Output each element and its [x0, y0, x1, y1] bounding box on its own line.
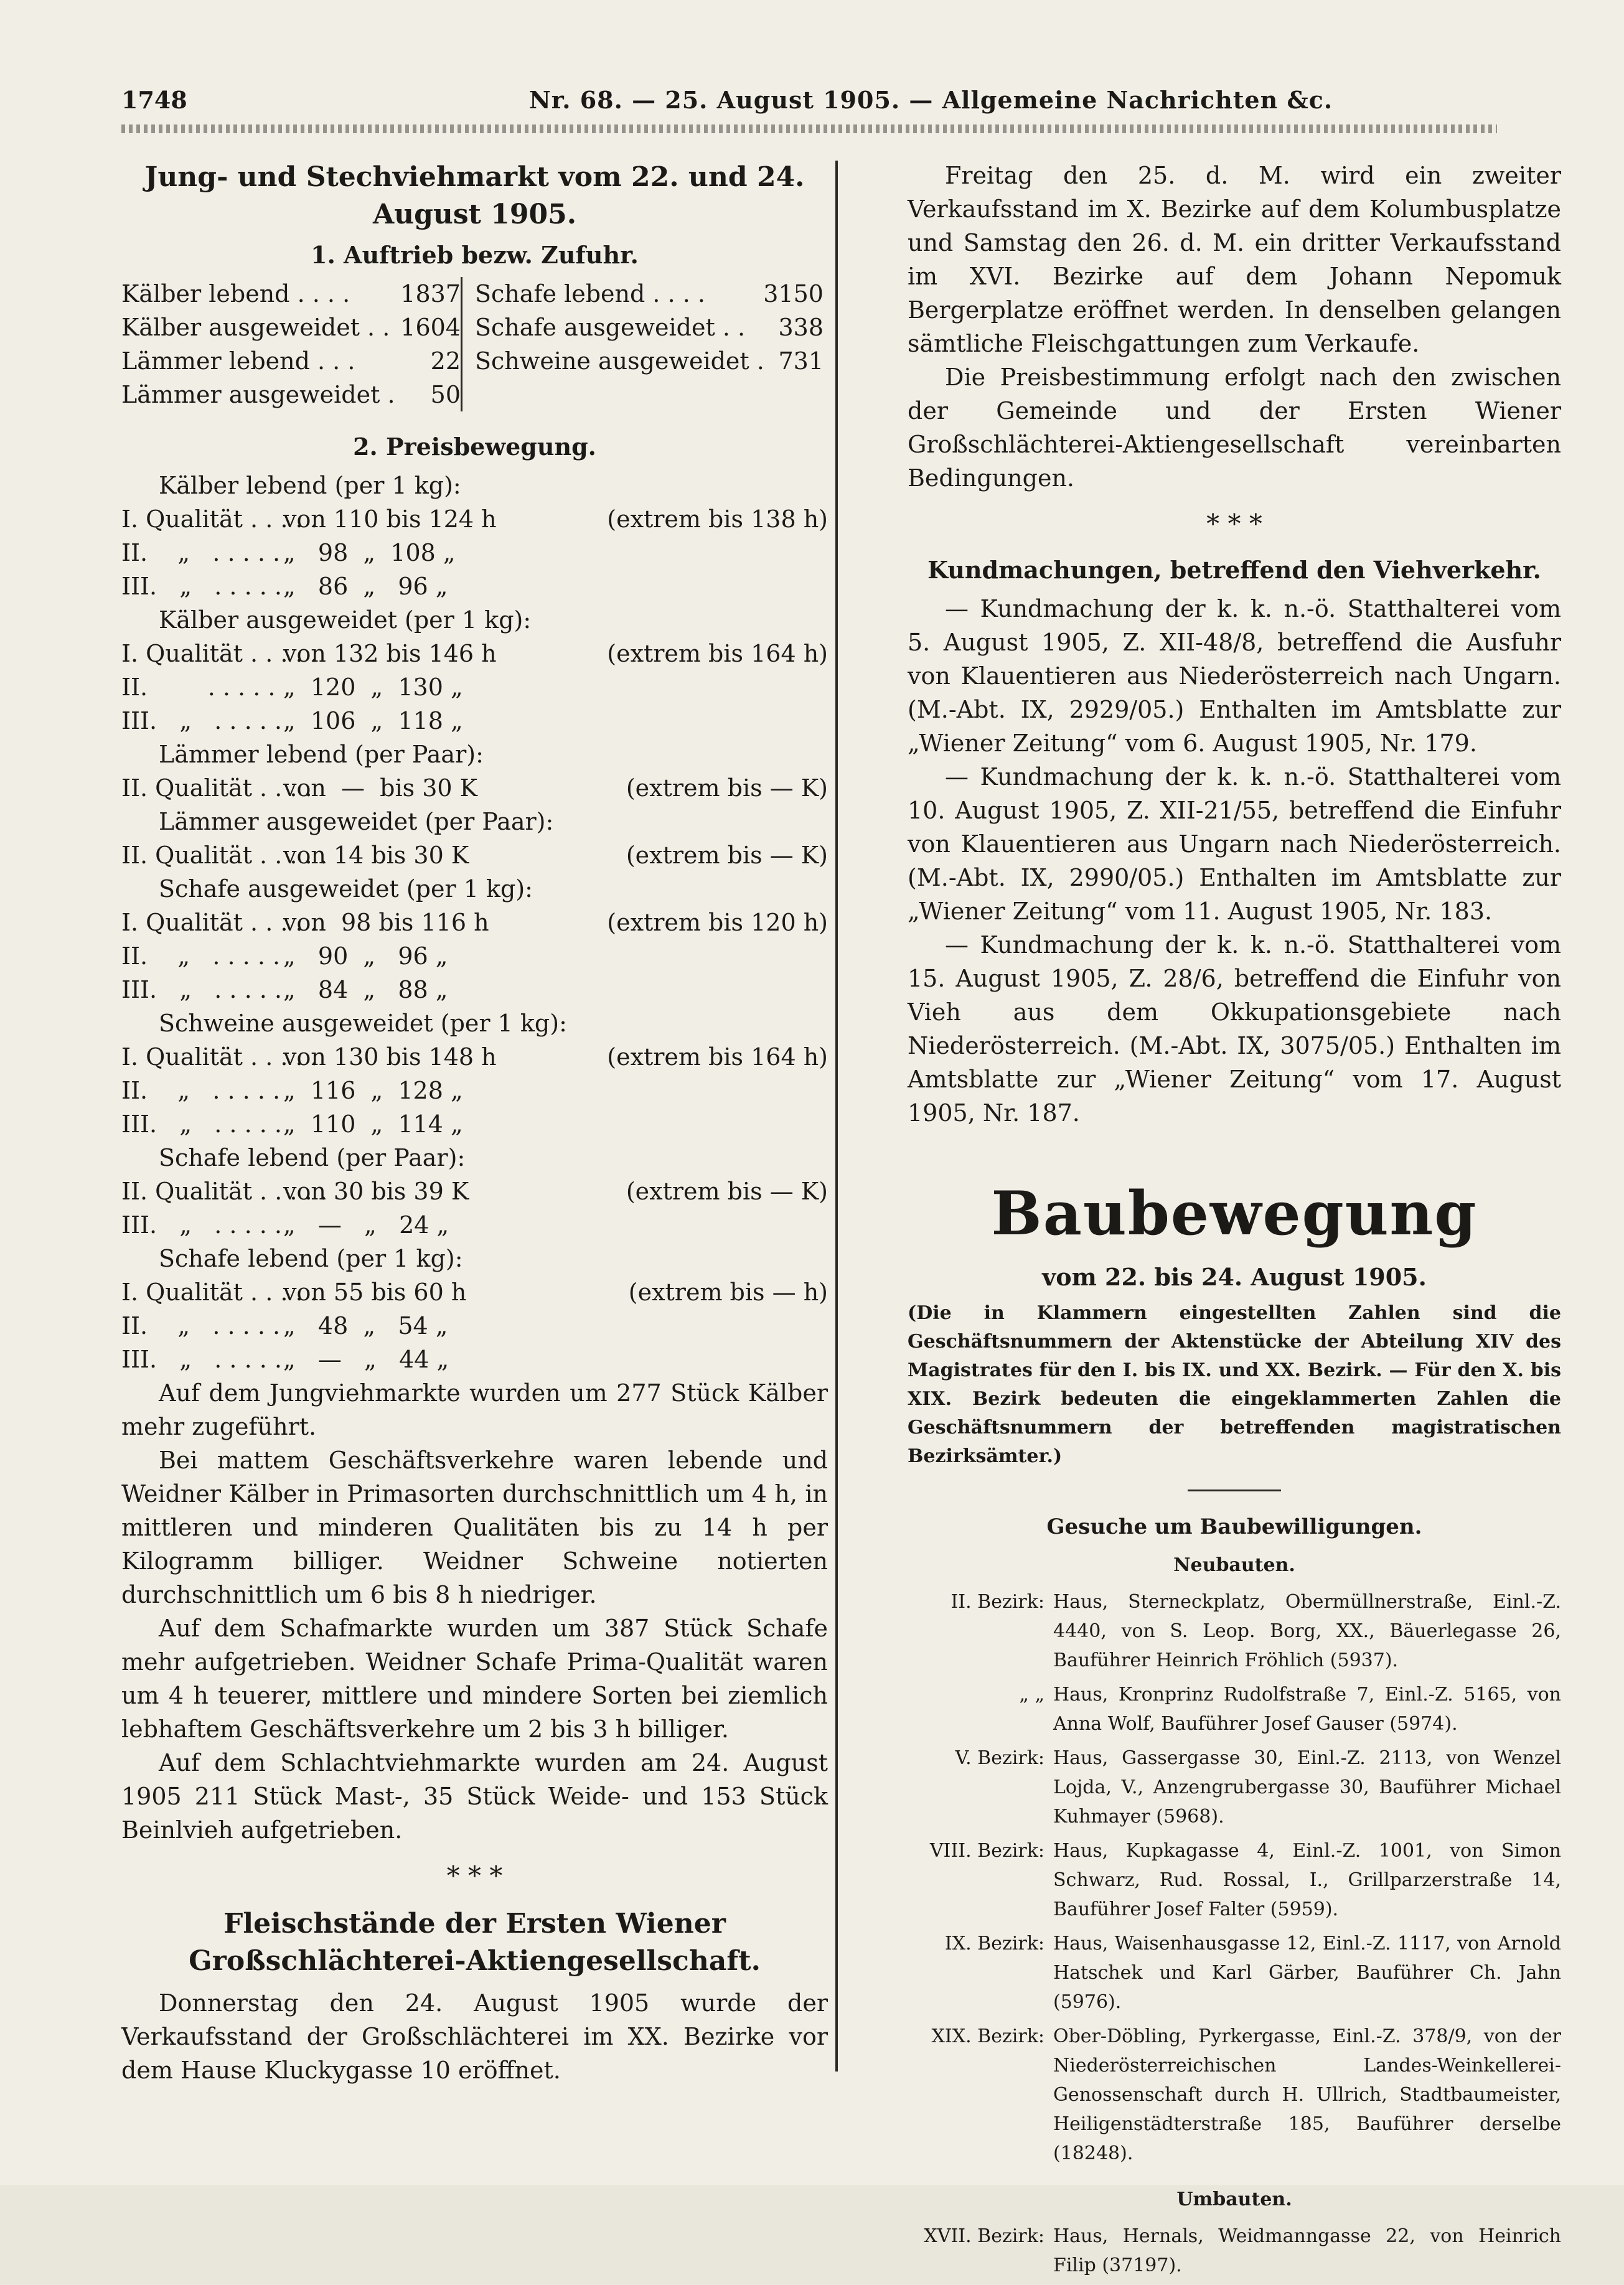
supply-row [475, 277, 824, 311]
price-row [121, 502, 828, 536]
supply-label: Lämmer ausgeweidet . [121, 381, 395, 408]
market-title: Jung- und Stechviehmarkt vom 22. und 24. August 1905. [144, 161, 805, 230]
price-range: „ 98 „ 108 „ [283, 539, 456, 566]
price-range: „ — „ 24 „ [283, 1211, 449, 1239]
price-quality: II. „ . . . . . [121, 539, 281, 566]
price-row [121, 973, 828, 1006]
price-row [121, 1175, 828, 1208]
price-range: von 14 bis 30 K [283, 842, 469, 869]
price-range: von 98 bis 116 h [283, 909, 489, 936]
price-extreme [607, 670, 828, 704]
market-paragraph: Bei mattem Geschäftsverkehre waren lebende und Weidner Kälber in Primasorten durchschnittlich um 4 h, in mittleren und minderen Qualitäten bis zu 14 h per Kilogramm billiger. Weidner Schweine notierten durchschnittlich um 6 bis 8 h niedriger. [121, 1447, 828, 1608]
permit-entry [908, 1587, 1561, 1675]
price-row [121, 536, 828, 570]
price-quality: I. Qualität . . . . . [121, 640, 318, 667]
permit-text: Haus, Hernals, Weidmanngasse 22, von Heinrich Filip (37197). [1053, 2225, 1561, 2276]
supply-row [121, 344, 461, 378]
supply-row [121, 277, 461, 311]
market-paragraph: Auf dem Schafmarkte wurden um 387 Stück Schafe mehr aufgetrieben. Weidner Schafe Prima-Qualität waren um 4 h teuerer, mittlere und mindere Sorten bei ziemlich lebhaftem Geschäftsverkehre um 2 bis 3 h billiger. [121, 1615, 828, 1743]
price-range: „ 120 „ 130 „ [283, 673, 463, 701]
price-extreme: (extrem bis 138 h) [607, 505, 828, 533]
price-row [121, 1107, 828, 1141]
meat-stands-title: Fleischstände der Ersten Wiener Großschlächterei-Aktiengesellschaft. [189, 1908, 761, 1977]
construction-title: Baubewegung [991, 1178, 1478, 1249]
price-range: „ 110 „ 114 „ [283, 1110, 463, 1138]
supply-row [121, 311, 461, 344]
announcements-title: Kundmachungen, betreffend den Viehverkehr. [927, 556, 1541, 584]
supply-value: 1604 [400, 314, 461, 341]
supply-value: 3150 [763, 280, 824, 307]
price-row [121, 1040, 828, 1074]
supply-value: 1837 [400, 280, 461, 307]
price-quality: III. „ . . . . . [121, 573, 282, 600]
new-buildings-list [908, 1587, 1561, 2168]
right-column [908, 159, 1561, 2285]
permit-district: XIX. Bezirk: [931, 2025, 1044, 2047]
price-heading: 2. Preisbewegung. [353, 433, 596, 461]
price-group-title: Schafe ausgeweidet (per 1 kg): [159, 875, 533, 903]
price-extreme [607, 536, 828, 570]
price-group-title: Schafe lebend (per Paar): [159, 1144, 466, 1171]
permit-text: Haus, Gassergasse 30, Einl.-Z. 2113, von Wenzel Lojda, V., Anzengrubergasse 30, Bauführer Michael Kuhmayer (5968). [1053, 1747, 1561, 1828]
announcement: — Kundmachung der k. k. n.-ö. Statthalterei vom 5. August 1905, Z. XII-48/8, betreffend die Ausfuhr von Klauentieren aus Niederösterreich nach Ungarn. (M.-Abt. IX, 2929/05.) Enthalten im Amtsblatte zur „Wiener Zeitung“ vom 6. August 1905, Nr. 179. [908, 595, 1561, 757]
construction-note: (Die in Klammern eingestellten Zahlen sind die Geschäftsnummern der Aktenstücke der Abteilung XIV des Magistrates für den I. bis IX. und XX. Bezirk. — Für den X. bis XIX. Bezirk bedeuten die eingeklammerten Zahlen die Geschäftsnummern der betreffenden magistratischen Bezirksämter.) [908, 1302, 1561, 1467]
price-row [121, 771, 828, 805]
permit-district: „ „ [1019, 1684, 1044, 1706]
page-number: 1748 [121, 86, 187, 114]
price-quality: I. Qualität . . . . . [121, 909, 318, 936]
price-row [121, 838, 828, 872]
renovations-list [908, 2222, 1561, 2280]
supply-value: 731 [778, 347, 824, 375]
permit-entry [908, 1929, 1561, 2017]
price-quality: III. „ . . . . . [121, 1110, 282, 1138]
price-extreme [607, 1107, 828, 1141]
price-row [121, 939, 828, 973]
price-extreme [607, 1208, 828, 1242]
market-paragraph: Auf dem Jungviehmarkte wurden um 277 Stück Kälber mehr zugeführt. [121, 1379, 828, 1440]
price-row [121, 670, 828, 704]
announcement: — Kundmachung der k. k. n.-ö. Statthalterei vom 15. August 1905, Z. 28/6, betreffend die Einfuhr von Vieh aus dem Okkupationsgebiete nach Niederösterreich. (M.-Abt. IX, 3075/05.) Enthalten im Amtsblatte zur „Wiener Zeitung“ vom 17. August 1905, Nr. 187. [908, 931, 1561, 1127]
price-quality: II. „ . . . . . [121, 1077, 281, 1104]
permit-text: Ober-Döbling, Pyrkergasse, Einl.-Z. 378/9, von der Niederösterreichischen Landes-Weinkellerei-Genossenschaft durch H. Ullrich, Stadtbaumeister, Heiligenstädterstraße 185, Bauführer derselbe (18248). [1053, 2025, 1561, 2164]
price-extreme: (extrem bis — K) [626, 1178, 828, 1205]
supply-left [121, 277, 461, 411]
permit-entry [908, 1836, 1561, 1924]
meat-stands-continued: Freitag den 25. d. M. wird ein zweiter Verkaufsstand im X. Bezirke auf dem Kolumbusplatze und Samstag den 26. d. M. ein dritter Verkaufsstand im XVI. Bezirke auf dem Johann Nepomuk Bergerplatze eröffnet werden. In denselben gelangen sämtliche Fleischgattungen zum Verkaufe. [908, 162, 1561, 357]
announcement: — Kundmachung der k. k. n.-ö. Statthalterei vom 10. August 1905, Z. XII-21/55, betreffend die Einfuhr von Klauentieren aus Ungarn nach Niederösterreich. (M.-Abt. IX, 2990/05.) Enthalten im Amtsblatte zur „Wiener Zeitung“ vom 11. August 1905, Nr. 183. [908, 763, 1561, 925]
price-table [121, 469, 828, 1376]
column-divider [835, 161, 838, 2072]
supply-label: Kälber ausgeweidet . . [121, 314, 390, 341]
price-quality: II. Qualität . . . . . [121, 1178, 327, 1205]
price-group-title: Schweine ausgeweidet (per 1 kg): [159, 1010, 567, 1037]
supply-value: 22 [430, 347, 461, 375]
price-extreme [607, 973, 828, 1006]
permit-entry [908, 1680, 1561, 1738]
price-row [121, 906, 828, 939]
supply-table [121, 277, 828, 411]
price-extreme [607, 1074, 828, 1107]
permit-text: Haus, Sterneckplatz, Obermüllnerstraße, Einl.-Z. 4440, von S. Leop. Borg, XX., Bäuerlegasse 26, Bauführer Heinrich Fröhlich (5937). [1053, 1591, 1561, 1671]
permit-district: II. Bezirk: [950, 1591, 1044, 1613]
page-header [121, 86, 1491, 123]
new-buildings-heading: Neubauten. [1173, 1554, 1295, 1576]
price-group-title: Kälber ausgeweidet (per 1 kg): [159, 606, 532, 634]
price-row [121, 1275, 828, 1309]
supply-label: Kälber lebend . . . . [121, 280, 350, 307]
price-row [121, 1343, 828, 1376]
price-quality: II. Qualität . . . . [121, 774, 312, 802]
price-extreme: (extrem bis 120 h) [607, 909, 828, 936]
price-group-title: Kälber lebend (per 1 kg): [159, 472, 461, 499]
supply-heading: 1. Auftrieb bezw. Zufuhr. [311, 241, 639, 269]
price-quality: III. „ . . . . . [121, 1211, 282, 1239]
supply-row [475, 344, 824, 378]
header-rule [121, 124, 1497, 133]
price-extreme: (extrem bis 164 h) [607, 640, 828, 667]
price-range: von 55 bis 60 h [283, 1279, 467, 1306]
price-quality: III. „ . . . . . [121, 976, 282, 1003]
price-range: „ 90 „ 96 „ [283, 942, 448, 970]
running-title: Nr. 68. — 25. August 1905. — Allgemeine Nachrichten &c. [529, 86, 1333, 114]
supply-label: Schafe ausgeweidet . . [475, 314, 746, 341]
permit-district: V. Bezirk: [955, 1747, 1044, 1769]
supply-label: Schafe lebend . . . . [475, 280, 705, 307]
left-column [121, 159, 828, 2087]
permit-district: XVII. Bezirk: [924, 2225, 1044, 2247]
price-row [121, 1208, 828, 1242]
supply-label: Lämmer lebend . . . [121, 347, 355, 375]
price-group-title: Lämmer ausgeweidet (per Paar): [159, 808, 554, 835]
supply-row [475, 311, 824, 344]
market-paragraph: Auf dem Schlachtviehmarkte wurden am 24. August 1905 211 Stück Mast-, 35 Stück Weide- und 153 Stück Beinlvieh aufgetrieben. [121, 1749, 828, 1844]
price-range: „ 106 „ 118 „ [283, 707, 463, 734]
supply-right [461, 277, 824, 411]
permits-heading: Gesuche um Baubewilligungen. [1046, 1514, 1422, 1539]
price-row [121, 1074, 828, 1107]
supply-label: Schweine ausgeweidet . [475, 347, 764, 375]
construction-date: vom 22. bis 24. August 1905. [1042, 1263, 1427, 1291]
section-stars: * * * [1206, 509, 1262, 539]
permit-text: Haus, Kronprinz Rudolfstraße 7, Einl.-Z. 5165, von Anna Wolf, Bauführer Josef Gauser (5974). [1053, 1684, 1561, 1735]
price-extreme [607, 704, 828, 738]
price-range: „ 86 „ 96 „ [283, 573, 448, 600]
price-extreme [607, 1309, 828, 1343]
price-quality: III. „ . . . . . [121, 707, 282, 734]
price-row [121, 637, 828, 670]
price-row [121, 704, 828, 738]
price-extreme: (extrem bis — h) [628, 1279, 828, 1306]
renovations-heading: Umbauten. [1176, 2189, 1292, 2210]
price-row [121, 1309, 828, 1343]
price-quality: II. . . . . . [121, 673, 276, 701]
price-extreme: (extrem bis — K) [626, 842, 828, 869]
price-extreme: (extrem bis 164 h) [607, 1043, 828, 1071]
price-range: von 110 bis 124 h [283, 505, 497, 533]
permit-entry [908, 2022, 1561, 2168]
price-quality: II. „ . . . . . [121, 1312, 281, 1340]
price-quality: II. Qualität . . . . . [121, 842, 327, 869]
supply-value: 338 [778, 314, 824, 341]
supply-row [121, 378, 461, 411]
price-range: von — bis 30 K [283, 774, 478, 802]
price-range: „ 48 „ 54 „ [283, 1312, 448, 1340]
price-quality: I. Qualität . . . . . [121, 1043, 318, 1071]
price-range: „ — „ 44 „ [283, 1346, 449, 1373]
price-range: von 130 bis 148 h [283, 1043, 497, 1071]
permit-district: IX. Bezirk: [944, 1933, 1044, 1954]
permit-text: Haus, Waisenhausgasse 12, Einl.-Z. 1117, von Arnold Hatschek und Karl Gärber, Bauführer Ch. Jahn (5976). [1053, 1933, 1561, 2013]
price-range: von 30 bis 39 K [283, 1178, 469, 1205]
price-quality: I. Qualität . . . . . [121, 1279, 318, 1306]
price-regulation: Die Preisbestimmung erfolgt nach den zwischen der Gemeinde und der Ersten Wiener Großschlächterei-Aktiengesellschaft vereinbarten Bedingungen. [908, 364, 1561, 492]
price-extreme [607, 1343, 828, 1376]
section-stars: * * * [446, 1860, 503, 1891]
price-quality: I. Qualität . . . . . [121, 505, 318, 533]
price-row [121, 570, 828, 603]
price-extreme [607, 939, 828, 973]
meat-stands-paragraph: Donnerstag den 24. August 1905 wurde der Verkaufsstand der Großschlächterei im XX. Bezirke vor dem Hause Kluckygasse 10 eröffnet. [121, 1989, 828, 2084]
section-divider [1188, 1490, 1281, 1491]
price-group-title: Lämmer lebend (per Paar): [159, 741, 484, 768]
price-group-title: Schafe lebend (per 1 kg): [159, 1245, 463, 1272]
price-extreme: (extrem bis — K) [626, 774, 828, 802]
price-range: „ 84 „ 88 „ [283, 976, 448, 1003]
permit-text: Haus, Kupkagasse 4, Einl.-Z. 1001, von Simon Schwarz, Rud. Rossal, I., Grillparzerstraße 14, Bauführer Josef Falter (5959). [1053, 1840, 1561, 1920]
price-range: von 132 bis 146 h [283, 640, 497, 667]
permit-district: VIII. Bezirk: [929, 1840, 1044, 1862]
permit-entry [908, 1743, 1561, 1831]
price-quality: III. „ . . . . . [121, 1346, 282, 1373]
price-quality: II. „ . . . . . [121, 942, 281, 970]
permit-entry [908, 2222, 1561, 2280]
supply-value: 50 [430, 381, 461, 408]
price-range: „ 116 „ 128 „ [283, 1077, 463, 1104]
price-extreme [607, 570, 828, 603]
